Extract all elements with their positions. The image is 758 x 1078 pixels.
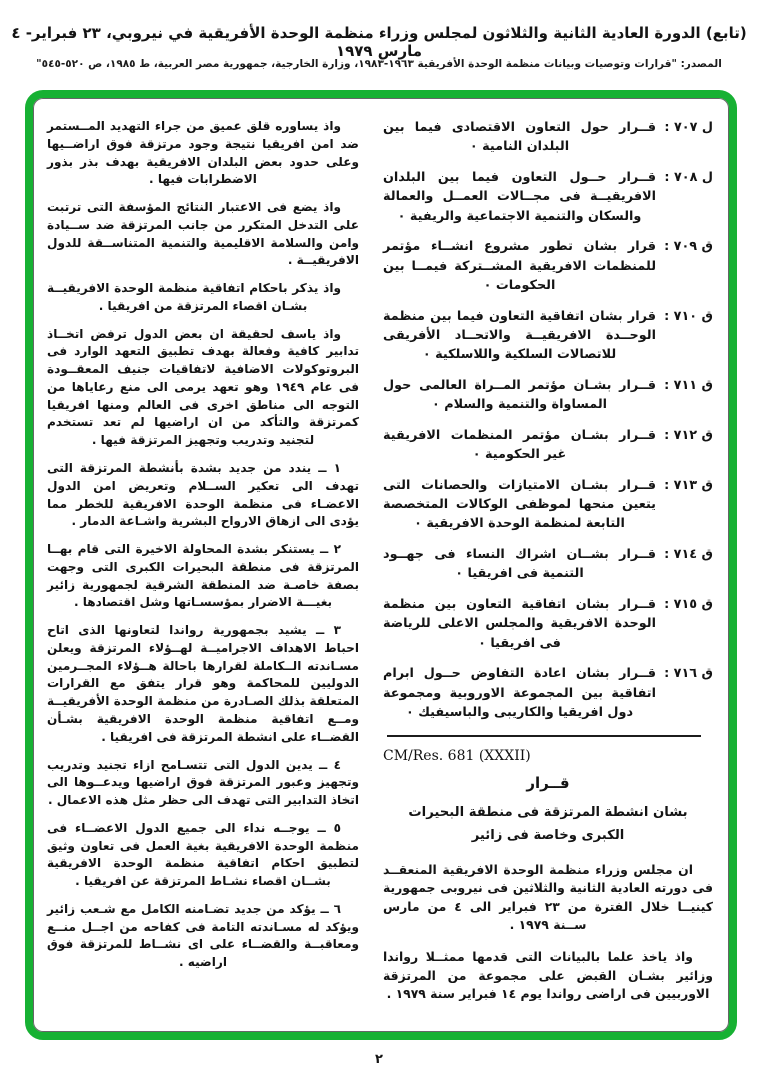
resolution-id: ق ٧١٤ : [664,546,713,562]
section-divider [387,735,701,737]
resolution-id: ق ٧١٥ : [664,596,713,612]
body-paragraph: ان مجلس وزراء منظمة الوحدة الافريقية المنعقــد فى دورته العادية الثانية والثلاثين فى نيروبى جمهورية كينيــا خلال الفترة من ٢٣ فبراير الى ٤ من مارس ســنة ١٩٧٩ . [383,861,713,933]
resolution-id: ق ٧٠٩ : [664,239,713,255]
resolution-text: قــرار بشــان اشراك النساء فى جهــود التنمية فى افريقيا ٠ [383,546,656,582]
body-paragraph: ٢ ــ يستنكر بشدة المحاولة الاخيرة التى قام بهــا المرتزقة فى منطقة البحيرات الكبرى التى وجهت بصفة خاصـة ضد المنطقة الشرقية لجمهورية زائير بغيـــة الاضرار بمؤسسـاتها وشل اقتصادها . [47,542,359,610]
resolution-item [383,476,713,534]
resolution-item [383,426,713,465]
resolution-text: قــرار بشـان مؤتمر المــراة العالمى حول المساواة والتنمية والسلام ٠ [383,377,656,413]
resolution-id: ل ٧٠٨ : [664,169,713,185]
page-number: ٢ [375,1052,383,1067]
resolution-text: قــرار بشان اعادة التفاوض حــول ابرام اتفاقية بين المجموعة الاوروبية ومجموعة دول افريقيا والكاريبى والباسيفيك ٠ [383,666,656,720]
body-paragraph: واذ ياسف لحقيقة ان بعض الدول ترفض اتخــاذ تدابير كافية وفعالة بهدف تطبيق التعهد الوارد فى البروتوكولات الاضافية لاتفاقيات جنيف المعقــودة فى عام ١٩٤٩ وهو تعهد يرمى الى منع رعاياها من التوجه الى مناطق اخرى فى العالم ومنها افريقيا كمرتزقة والتأكد من ان اراضيها لم تعد تستخدم لتجنيد وتدريب وتجهيز المرتزقة فيها . [47,326,359,448]
resolution-id: ق ٧١١ : [664,377,713,393]
resolution-item [383,376,713,415]
resolution-subtitle-1: بشان انشطة المرتزقة فى منطقة البحيرات [408,805,688,821]
resolution-text: قــرار بشـان مؤتمر المنظمات الافريقية غير الحكومية ٠ [383,427,656,463]
resolution-item [383,168,713,226]
resolution-text: قــرار بشان اتفاقية التعاون بين منظمة الوحدة الافريقية والمجلس الاعلى للرياضة فى افريقيا ٠ [383,596,656,651]
resolution-item [383,307,713,365]
resolution-item [383,118,713,157]
resolution-id: ق ٧١٦ : [664,666,713,682]
resolution-text: قــرار حــول التعاون فيما بين البلدان الافريقيــة فى مجــالات العمــل والعمالة والسكان والتنمية الاجتماعية والريفية ٠ [383,169,656,224]
document-reference: CM/Res. 681 (XXXII) [383,748,531,765]
resolution-subtitle-2: الكبرى وخاصة فى زائير [471,828,625,844]
body-paragraph: واذ يساوره قلق عميق من جراء التهديد المــستمر ضد امن افريقيا نتيجة وجود مرتزقة فوق اراضــيها وعلى حدود بعض البلدان الافريقية بهدف بذر بذور الاضطرابات فيها . [47,119,359,187]
resolution-id: ق ٧١٢ : [664,427,713,443]
resolution-item [383,237,713,295]
resolution-title: قــرار [526,774,570,793]
resolution-item [383,545,713,584]
resolution-id: ق ٧١٠ : [664,308,713,324]
body-paragraph: واذ ياخذ علما بالبيانات التى قدمها ممثــلا رواندا وزائير بشـان القبض على مجموعة من المرتزقة الاوربيين فى اراضى رواندا يوم ١٤ فبراير سنة ١٩٧٩ . [383,949,713,1002]
resolution-text: قــرار بشـان الامتيازات والحصانات التى يتعين منحها لموظفى الوكالات المتخصصة التابعة لمنظمة الوحدة الافريقية ٠ [383,477,656,532]
body-paragraph: ٦ ــ يؤكد من جديد تضـامنه الكامل مع شـعب زائير ويؤكد له مسـاندته التامة فى كفاحه من اجــل منــع ومعاقبــة والقضــاء على اى نشــاط للمرتزقة فوق اراضيه . [47,901,359,970]
header-title: (تابع) الدورة العادية الثانية والثلاثون لمجلس وزراء منظمة الوحدة الأفريقية في نيروبي، ٢٣ فبراير- ٤ مارس ١٩٧٩ [11,24,747,60]
resolution-text: قرار بشان تطور مشروع انشــاء مؤتمر للمنظمات الافريقية المشــتركة فيمــا بين الحكومات ٠ [383,239,656,294]
left-column [47,118,359,1032]
body-paragraph: ٤ ــ يدين الدول التى تتسـامح ازاء تجنيد وتدريب وتجهيز وعبور المرتزقة فوق اراضيها ويدعــوها الى اتخاذ التدابير التى تهدف الى حظر مثل هذه الاعمال . [47,757,359,808]
content-frame [25,90,737,1040]
right-column [383,118,713,1032]
header-source-line: المصدر: "قرارات وتوصيات وبيانات منظمة الوحدة الأفريقية ١٩٦٣-١٩٨٣، وزارة الخارجية، جمهورية مصر العربية، ط ١٩٨٥، ص ٥٢٠-٥٤٥" [36,58,722,70]
two-column-content [33,98,729,1032]
body-paragraph: ٣ ــ يشيد بجمهورية رواندا لتعاونها الذى اتاح احباط الاهداف الاجراميــة لهــؤلاء المرتزقة ويعلن مسـاندته الــكاملة لقرارها باحالة هــؤلاء المجــرمين الدوليين للمحاكمة وهو قرار يتفق مع القرارات المتعلقة بذلك الصـادرة من منظمة الوحدة الأفريقيــة ومــع اتفاقية منظمة الوحدة الافريقية بشـأن القضــاء على انشطة المرتزقة فى افريقيا . [47,623,359,744]
resolution-item [383,595,713,653]
body-paragraph: ٥ ــ يوجــه نداء الى جميع الدول الاعضــاء فى منظمة الوحدة الافريقية بغية العمل فى تعاون وثيق لتطبيق احكام اتفاقية منظمة الوحدة الافريقية بشــان اقصاء نشـاط المرتزقة عن افريقيا . [47,820,359,889]
resolution-id: ق ٧١٣ : [664,477,713,493]
resolution-text: قرار بشان اتفاقية التعاون فيما بين منظمة الوحــدة الافريقيــة والاتحــاد الأفريقى للاتصالات السلكية واللاسلكية ٠ [383,308,656,363]
body-paragraph: واذ يذكر باحكام اتفاقية منظمة الوحدة الافريقيــة بشـان اقصاء المرتزقة من افريقيا . [47,281,341,313]
body-paragraph: ١ ــ يندد من جديد بشدة بأنشطة المرتزقة التى تهدف الى تعكير الســلام وتعريض امن الدول الاعضـاء فى منظمة الوحدة الافريقية للخطر مما يؤدى الى ازهاق الارواح البشرية واشـاعة الدمار . [47,461,359,529]
resolution-id: ل ٧٠٧ : [664,120,713,135]
body-paragraph: واذ يضع فى الاعتبار النتائج المؤسفة التى ترتبت على التدخل المتكرر من جانب المرتزقة ضد ســيادة وامن والسلامة الاقليمية والتنمية المتناســقة للدول الافريقيــة . [47,200,359,268]
resolution-item [383,664,713,722]
resolution-text: قــرار حول التعاون الاقتصادى فيما بين البلدان النامية ٠ [383,120,656,155]
